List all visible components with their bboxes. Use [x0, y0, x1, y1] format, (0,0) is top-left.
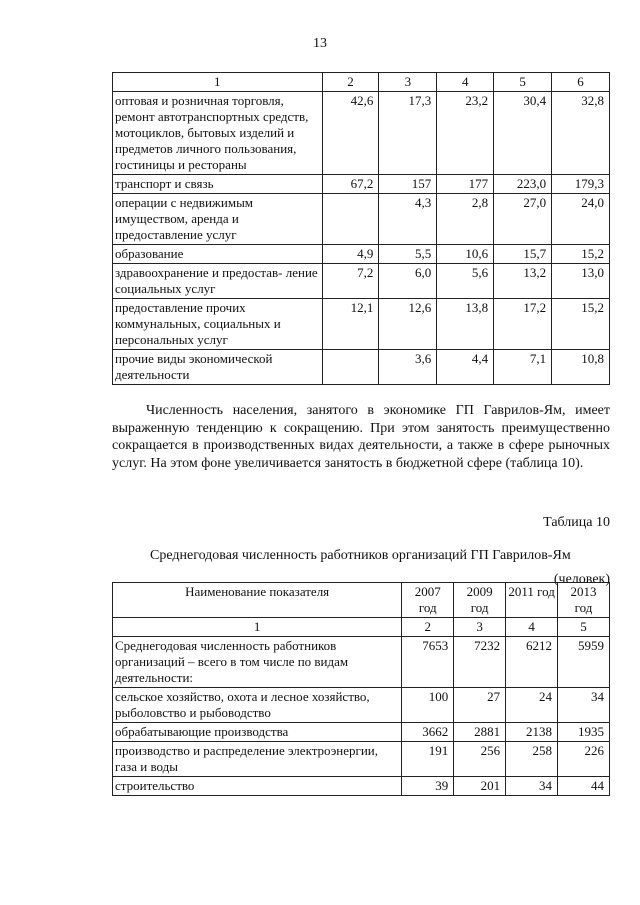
- column-number: 2: [322, 73, 379, 92]
- table-number-row: [113, 618, 610, 637]
- cell-value: 5,5: [379, 245, 437, 264]
- cell-value: 30,4: [494, 92, 552, 175]
- cell-value: 258: [506, 742, 558, 777]
- cell-value: 15,2: [552, 299, 610, 350]
- table-row: [113, 637, 610, 688]
- cell-value: 34: [506, 777, 558, 796]
- column-number: 3: [379, 73, 437, 92]
- header-indicator-name: Наименование показателя: [113, 583, 402, 618]
- column-number: 5: [558, 618, 610, 637]
- cell-value: 6212: [506, 637, 558, 688]
- row-label: предоставление прочих коммунальных, социальных и персональных услуг: [113, 299, 323, 350]
- row-label: обрабатывающие производства: [113, 723, 402, 742]
- cell-value: 201: [454, 777, 506, 796]
- cell-value: 10,6: [437, 245, 494, 264]
- body-paragraph: Численность населения, занятого в экономике ГП Гаврилов-Ям, имеет выраженную тенденцию к сокращению. При этом занятость преимущественно сокращается в производственных видах деятельности, а также в сфере рыночных услуг. На этом фоне увеличивается занятость в бюджетной сфере (таблица 10).: [112, 403, 610, 471]
- table-row: [113, 688, 610, 723]
- cell-value: 34: [558, 688, 610, 723]
- header-year: 2013 год: [558, 583, 610, 618]
- row-label: производство и распределение электроэнергии, газа и воды: [113, 742, 402, 777]
- cell-value: 7,1: [494, 350, 552, 385]
- header-year: 2011 год: [506, 583, 558, 618]
- table-row: [113, 92, 610, 175]
- column-number: 1: [113, 73, 323, 92]
- cell-value: 10,8: [552, 350, 610, 385]
- cell-value: 2138: [506, 723, 558, 742]
- cell-value: 179,3: [552, 175, 610, 194]
- cell-value: 4,9: [322, 245, 379, 264]
- cell-value: 177: [437, 175, 494, 194]
- cell-value: [322, 194, 379, 245]
- table-header-row: [113, 73, 610, 92]
- cell-value: 3662: [402, 723, 454, 742]
- row-label: здравоохранение и предостав- ление социальных услуг: [113, 264, 323, 299]
- cell-value: 12,6: [379, 299, 437, 350]
- column-number: 5: [494, 73, 552, 92]
- row-label: строительство: [113, 777, 402, 796]
- cell-value: 7,2: [322, 264, 379, 299]
- table-row: [113, 194, 610, 245]
- table-row: [113, 245, 610, 264]
- table-row: [113, 777, 610, 796]
- row-label: сельское хозяйство, охота и лесное хозяйство, рыболовство и рыбоводство: [113, 688, 402, 723]
- cell-value: 13,0: [552, 264, 610, 299]
- row-label: образование: [113, 245, 323, 264]
- cell-value: 15,2: [552, 245, 610, 264]
- cell-value: 32,8: [552, 92, 610, 175]
- table-row: [113, 264, 610, 299]
- cell-value: 7232: [454, 637, 506, 688]
- cell-value: 2881: [454, 723, 506, 742]
- row-label: операции с недвижимым имуществом, аренда и предоставление услуг: [113, 194, 323, 245]
- cell-value: 23,2: [437, 92, 494, 175]
- cell-value: 5959: [558, 637, 610, 688]
- table-title: Среднегодовая численность работников организаций ГП Гаврилов-Ям: [150, 548, 571, 563]
- cell-value: 39: [402, 777, 454, 796]
- cell-value: 13,8: [437, 299, 494, 350]
- column-number: 3: [454, 618, 506, 637]
- cell-value: 44: [558, 777, 610, 796]
- column-number: 4: [437, 73, 494, 92]
- cell-value: 17,2: [494, 299, 552, 350]
- table-row: [113, 175, 610, 194]
- cell-value: 6,0: [379, 264, 437, 299]
- cell-value: 24: [506, 688, 558, 723]
- row-label: транспорт и связь: [113, 175, 323, 194]
- cell-value: 7653: [402, 637, 454, 688]
- cell-value: 12,1: [322, 299, 379, 350]
- cell-value: 42,6: [322, 92, 379, 175]
- header-year: 2007 год: [402, 583, 454, 618]
- cell-value: 13,2: [494, 264, 552, 299]
- cell-value: 24,0: [552, 194, 610, 245]
- cell-value: 5,6: [437, 264, 494, 299]
- header-year: 2009 год: [454, 583, 506, 618]
- sector-indicators-table: [112, 72, 610, 385]
- cell-value: 100: [402, 688, 454, 723]
- cell-value: 27,0: [494, 194, 552, 245]
- table-header-row: [113, 583, 610, 618]
- cell-value: 256: [454, 742, 506, 777]
- cell-value: 1935: [558, 723, 610, 742]
- cell-value: [322, 350, 379, 385]
- cell-value: 4,4: [437, 350, 494, 385]
- cell-value: 191: [402, 742, 454, 777]
- cell-value: 15,7: [494, 245, 552, 264]
- table-row: [113, 350, 610, 385]
- table-row: [113, 742, 610, 777]
- cell-value: 157: [379, 175, 437, 194]
- cell-value: 67,2: [322, 175, 379, 194]
- page-number: 13: [313, 36, 327, 51]
- cell-value: 17,3: [379, 92, 437, 175]
- table-row: [113, 299, 610, 350]
- column-number: 1: [113, 618, 402, 637]
- row-label: оптовая и розничная торговля, ремонт автотранспортных средств, мотоциклов, бытовых изделий и предметов личного пользования, гостиницы и рестораны: [113, 92, 323, 175]
- table-row: [113, 723, 610, 742]
- employment-table: [112, 582, 610, 796]
- cell-value: 27: [454, 688, 506, 723]
- cell-value: 3,6: [379, 350, 437, 385]
- column-number: 4: [506, 618, 558, 637]
- column-number: 6: [552, 73, 610, 92]
- column-number: 2: [402, 618, 454, 637]
- cell-value: 4,3: [379, 194, 437, 245]
- cell-value: 2,8: [437, 194, 494, 245]
- cell-value: 223,0: [494, 175, 552, 194]
- unit-label: (человек): [553, 572, 610, 587]
- cell-value: 226: [558, 742, 610, 777]
- row-label: прочие виды экономической деятельности: [113, 350, 323, 385]
- row-label: Среднегодовая численность работников организаций – всего в том числе по видам деятельности:: [113, 637, 402, 688]
- table-label: Таблица 10: [543, 515, 610, 530]
